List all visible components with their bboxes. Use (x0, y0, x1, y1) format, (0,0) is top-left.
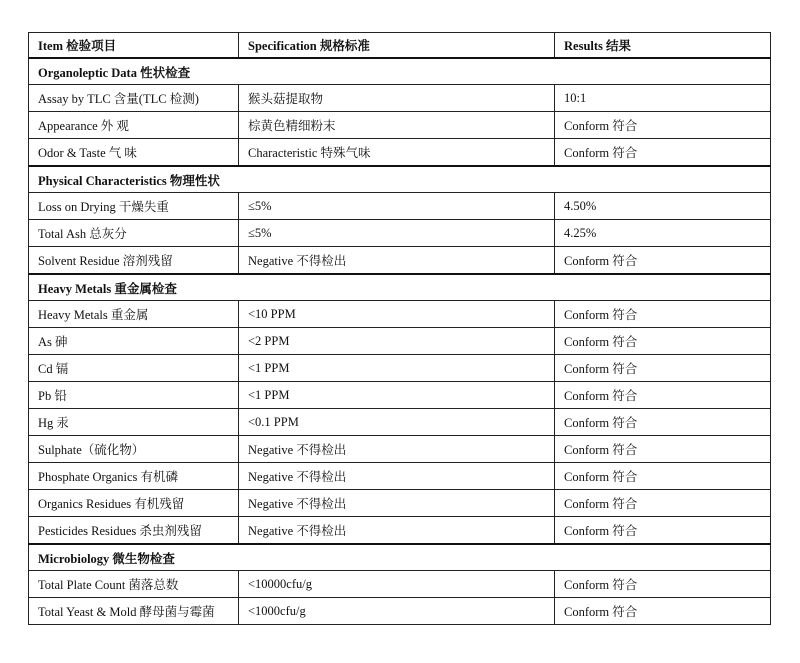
cell-specification: Characteristic 特殊气味 (239, 139, 555, 167)
table-row (29, 247, 771, 275)
cell-result: Conform 符合 (555, 490, 771, 517)
table-row (29, 436, 771, 463)
cell-result: Conform 符合 (555, 571, 771, 598)
cell-result: Conform 符合 (555, 112, 771, 139)
cell-result: Conform 符合 (555, 139, 771, 167)
cell-specification: Negative 不得检出 (239, 247, 555, 275)
cell-item: Organics Residues 有机残留 (29, 490, 239, 517)
cell-item: Appearance 外 观 (29, 112, 239, 139)
cell-result: Conform 符合 (555, 409, 771, 436)
cell-specification: ≤5% (239, 220, 555, 247)
cell-specification: <10 PPM (239, 301, 555, 328)
cell-item: Loss on Drying 干燥失重 (29, 193, 239, 220)
cell-specification: Negative 不得检出 (239, 490, 555, 517)
cell-specification: Negative 不得检出 (239, 436, 555, 463)
cell-result: Conform 符合 (555, 355, 771, 382)
cell-item: Cd 镉 (29, 355, 239, 382)
table-row (29, 490, 771, 517)
cell-result: 10:1 (555, 85, 771, 112)
cell-item: Heavy Metals 重金属 (29, 301, 239, 328)
cell-item: Hg 汞 (29, 409, 239, 436)
cell-item: Sulphate（硫化物） (29, 436, 239, 463)
cell-specification: <10000cfu/g (239, 571, 555, 598)
cell-result: 4.25% (555, 220, 771, 247)
header-item: Item 检验项目 (29, 33, 239, 59)
section-title: Physical Characteristics 物理性状 (29, 166, 771, 193)
cell-result: Conform 符合 (555, 247, 771, 275)
cell-result: Conform 符合 (555, 517, 771, 545)
header-specification: Specification 规格标准 (239, 33, 555, 59)
cell-specification: <0.1 PPM (239, 409, 555, 436)
cell-item: Total Yeast & Mold 酵母菌与霉菌 (29, 598, 239, 625)
cell-result: 4.50% (555, 193, 771, 220)
cell-item: As 砷 (29, 328, 239, 355)
table-row (29, 382, 771, 409)
header-results: Results 结果 (555, 33, 771, 59)
section-header-row (29, 58, 771, 85)
table-row (29, 598, 771, 625)
cell-item: Solvent Residue 溶剂残留 (29, 247, 239, 275)
table-row (29, 85, 771, 112)
cell-item: Phosphate Organics 有机磷 (29, 463, 239, 490)
cell-specification: <2 PPM (239, 328, 555, 355)
cell-specification: Negative 不得检出 (239, 463, 555, 490)
cell-item: Pesticides Residues 杀虫剂残留 (29, 517, 239, 545)
table-header-row (29, 33, 771, 59)
cell-result: Conform 符合 (555, 382, 771, 409)
section-header-row (29, 166, 771, 193)
cell-specification: <1 PPM (239, 382, 555, 409)
specification-table (28, 32, 771, 625)
cell-specification: 猴头菇提取物 (239, 85, 555, 112)
cell-item: Assay by TLC 含量(TLC 检测) (29, 85, 239, 112)
table-row (29, 139, 771, 167)
cell-item: Odor & Taste 气 味 (29, 139, 239, 167)
cell-specification: Negative 不得检出 (239, 517, 555, 545)
table-row (29, 328, 771, 355)
specification-table-body (29, 33, 771, 625)
section-header-row (29, 274, 771, 301)
table-row (29, 355, 771, 382)
cell-result: Conform 符合 (555, 301, 771, 328)
table-row (29, 220, 771, 247)
table-row (29, 409, 771, 436)
section-title: Heavy Metals 重金属检查 (29, 274, 771, 301)
table-row (29, 112, 771, 139)
cell-item: Total Ash 总灰分 (29, 220, 239, 247)
table-row (29, 193, 771, 220)
cell-result: Conform 符合 (555, 328, 771, 355)
table-row (29, 301, 771, 328)
table-row (29, 571, 771, 598)
cell-result: Conform 符合 (555, 463, 771, 490)
table-row (29, 463, 771, 490)
cell-result: Conform 符合 (555, 598, 771, 625)
cell-specification: <1 PPM (239, 355, 555, 382)
section-title: Microbiology 微生物检查 (29, 544, 771, 571)
cell-specification: ≤5% (239, 193, 555, 220)
cell-result: Conform 符合 (555, 436, 771, 463)
table-row (29, 517, 771, 545)
cell-specification: 棕黄色精细粉末 (239, 112, 555, 139)
cell-item: Pb 铅 (29, 382, 239, 409)
section-title: Organoleptic Data 性状检查 (29, 58, 771, 85)
cell-item: Total Plate Count 菌落总数 (29, 571, 239, 598)
cell-specification: <1000cfu/g (239, 598, 555, 625)
section-header-row (29, 544, 771, 571)
